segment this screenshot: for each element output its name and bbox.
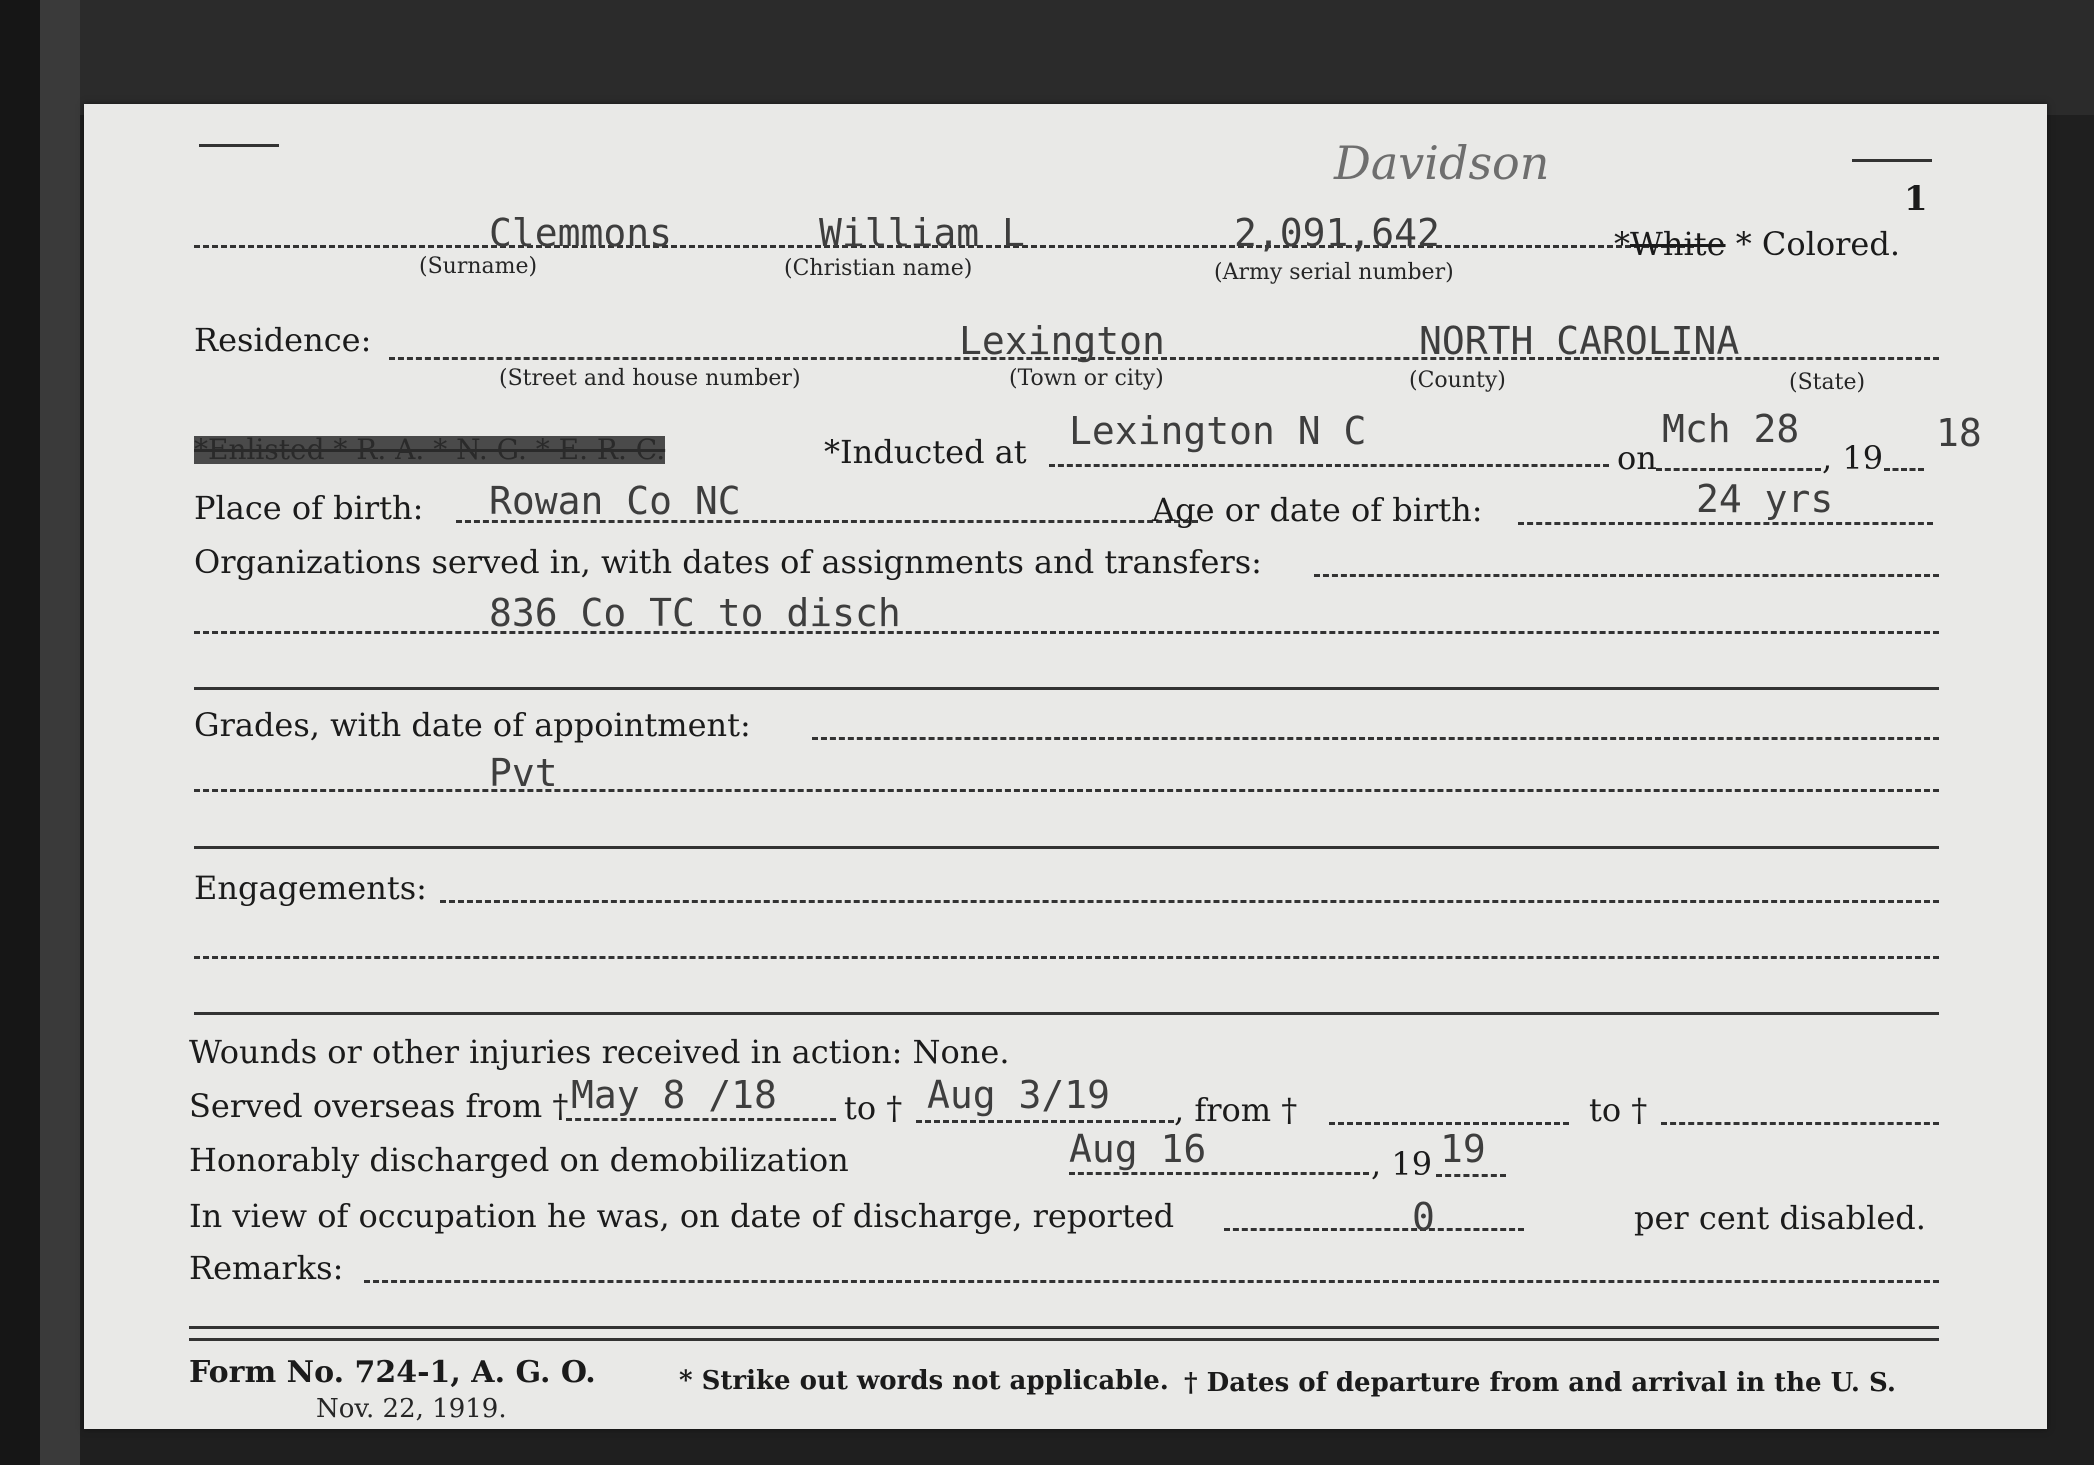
inducted-label: *Inducted at xyxy=(824,433,1027,471)
christian-name-value: William L xyxy=(819,211,1025,255)
race-white-struck: White xyxy=(1630,225,1726,263)
engagements-line-3 xyxy=(194,1012,1939,1015)
discharged-label: Honorably discharged on demobilization xyxy=(189,1141,849,1179)
overseas-label: Served overseas from † xyxy=(189,1087,569,1125)
engagements-line-2 xyxy=(194,956,1939,959)
to-label: to † xyxy=(844,1089,903,1127)
grades-label: Grades, with date of appointment: xyxy=(194,706,751,744)
disabled-line xyxy=(1224,1228,1524,1231)
residence-label: Residence: xyxy=(194,321,372,359)
form-date: Nov. 22, 1919. xyxy=(316,1394,507,1424)
inducted-at-value: Lexington N C xyxy=(1069,409,1367,453)
caption-town: (Town or city) xyxy=(1009,366,1164,391)
grades-value: Pvt xyxy=(489,751,558,795)
to-2-line xyxy=(1661,1122,1939,1125)
grades-line-1 xyxy=(812,737,1939,740)
inducted-year-value: 18 xyxy=(1936,411,1982,455)
on-label: on xyxy=(1617,439,1657,477)
grades-line-3 xyxy=(194,846,1939,849)
age-value: 24 yrs xyxy=(1696,477,1834,521)
remarks-line-1 xyxy=(364,1280,1939,1283)
scan-background-top xyxy=(0,0,2094,115)
discharge-year-line xyxy=(1436,1174,1506,1177)
organizations-line-1 xyxy=(1314,574,1939,577)
caption-army-serial: (Army serial number) xyxy=(1214,260,1454,285)
remarks-line-2 xyxy=(189,1326,1939,1329)
race-field: *White * Colored. xyxy=(1614,225,1901,263)
service-record-card xyxy=(84,104,2047,1429)
footnote-strike: * Strike out words not applicable. xyxy=(679,1366,1169,1396)
county-handwritten: Davidson xyxy=(1334,136,1550,190)
residence-state-value: NORTH CAROLINA xyxy=(1419,319,1740,363)
residence-town-value: Lexington xyxy=(959,319,1165,363)
disabled-suffix: per cent disabled. xyxy=(1634,1199,1926,1237)
discharge-date-value: Aug 16 xyxy=(1069,1127,1207,1171)
inducted-line xyxy=(1049,464,1609,467)
inducted-date-value: Mch 28 xyxy=(1662,407,1800,451)
race-colored: * Colored. xyxy=(1735,225,1901,263)
organizations-value: 836 Co TC to disch xyxy=(489,591,901,635)
birth-label: Place of birth: xyxy=(194,489,424,527)
year-prefix: , 19 xyxy=(1822,439,1884,477)
caption-county: (County) xyxy=(1409,368,1506,393)
from-2-label: , from † xyxy=(1174,1091,1298,1129)
organizations-line-2 xyxy=(194,631,1939,634)
overseas-from-value: May 8 /18 xyxy=(571,1073,777,1117)
caption-christian-name: (Christian name) xyxy=(784,256,973,281)
overseas-from-line xyxy=(566,1118,836,1121)
inducted-date-line xyxy=(1656,468,1821,471)
scan-background-edge xyxy=(40,0,80,1465)
inducted-year-line xyxy=(1884,468,1924,471)
from-2-line xyxy=(1329,1122,1569,1125)
caption-state: (State) xyxy=(1789,370,1866,395)
army-serial-value: 2,091,642 xyxy=(1234,211,1440,255)
discharge-date-line xyxy=(1069,1172,1369,1175)
discharge-year-prefix: , 19 xyxy=(1371,1145,1433,1183)
discharge-year-value: 19 xyxy=(1440,1127,1486,1171)
wounds-label: Wounds or other injuries received in action: None. xyxy=(189,1033,1010,1071)
to-2-label: to † xyxy=(1589,1091,1648,1129)
caption-surname: (Surname) xyxy=(419,254,538,279)
top-left-rule xyxy=(199,144,279,147)
caption-street: (Street and house number) xyxy=(499,366,801,391)
birth-place-value: Rowan Co NC xyxy=(489,479,741,523)
overseas-to-value: Aug 3/19 xyxy=(927,1073,1111,1117)
age-line xyxy=(1518,522,1933,525)
remarks-line-3 xyxy=(189,1338,1939,1341)
card-number: 1 xyxy=(1904,179,1928,219)
enlisted-struck: *Enlisted * R. A. * N. G. * E. R. C. xyxy=(194,433,666,466)
disabled-value: 0 xyxy=(1412,1195,1435,1239)
organizations-line-3 xyxy=(194,687,1939,690)
overseas-to-line xyxy=(916,1120,1174,1123)
occupation-label: In view of occupation he was, on date of discharge, reported xyxy=(189,1197,1175,1235)
remarks-label: Remarks: xyxy=(189,1249,344,1287)
engagements-line-1 xyxy=(440,900,1939,903)
organizations-label: Organizations served in, with dates of assignments and transfers: xyxy=(194,543,1262,581)
surname-value: Clemmons xyxy=(489,211,673,255)
top-right-rule xyxy=(1852,159,1932,162)
footnote-dates: † Dates of departure from and arrival in the U. S. xyxy=(1184,1368,1896,1398)
age-label: Age or date of birth: xyxy=(1152,491,1483,529)
form-number: Form No. 724-1, A. G. O. xyxy=(189,1355,596,1390)
engagements-label: Engagements: xyxy=(194,869,427,907)
grades-line-2 xyxy=(194,789,1939,792)
